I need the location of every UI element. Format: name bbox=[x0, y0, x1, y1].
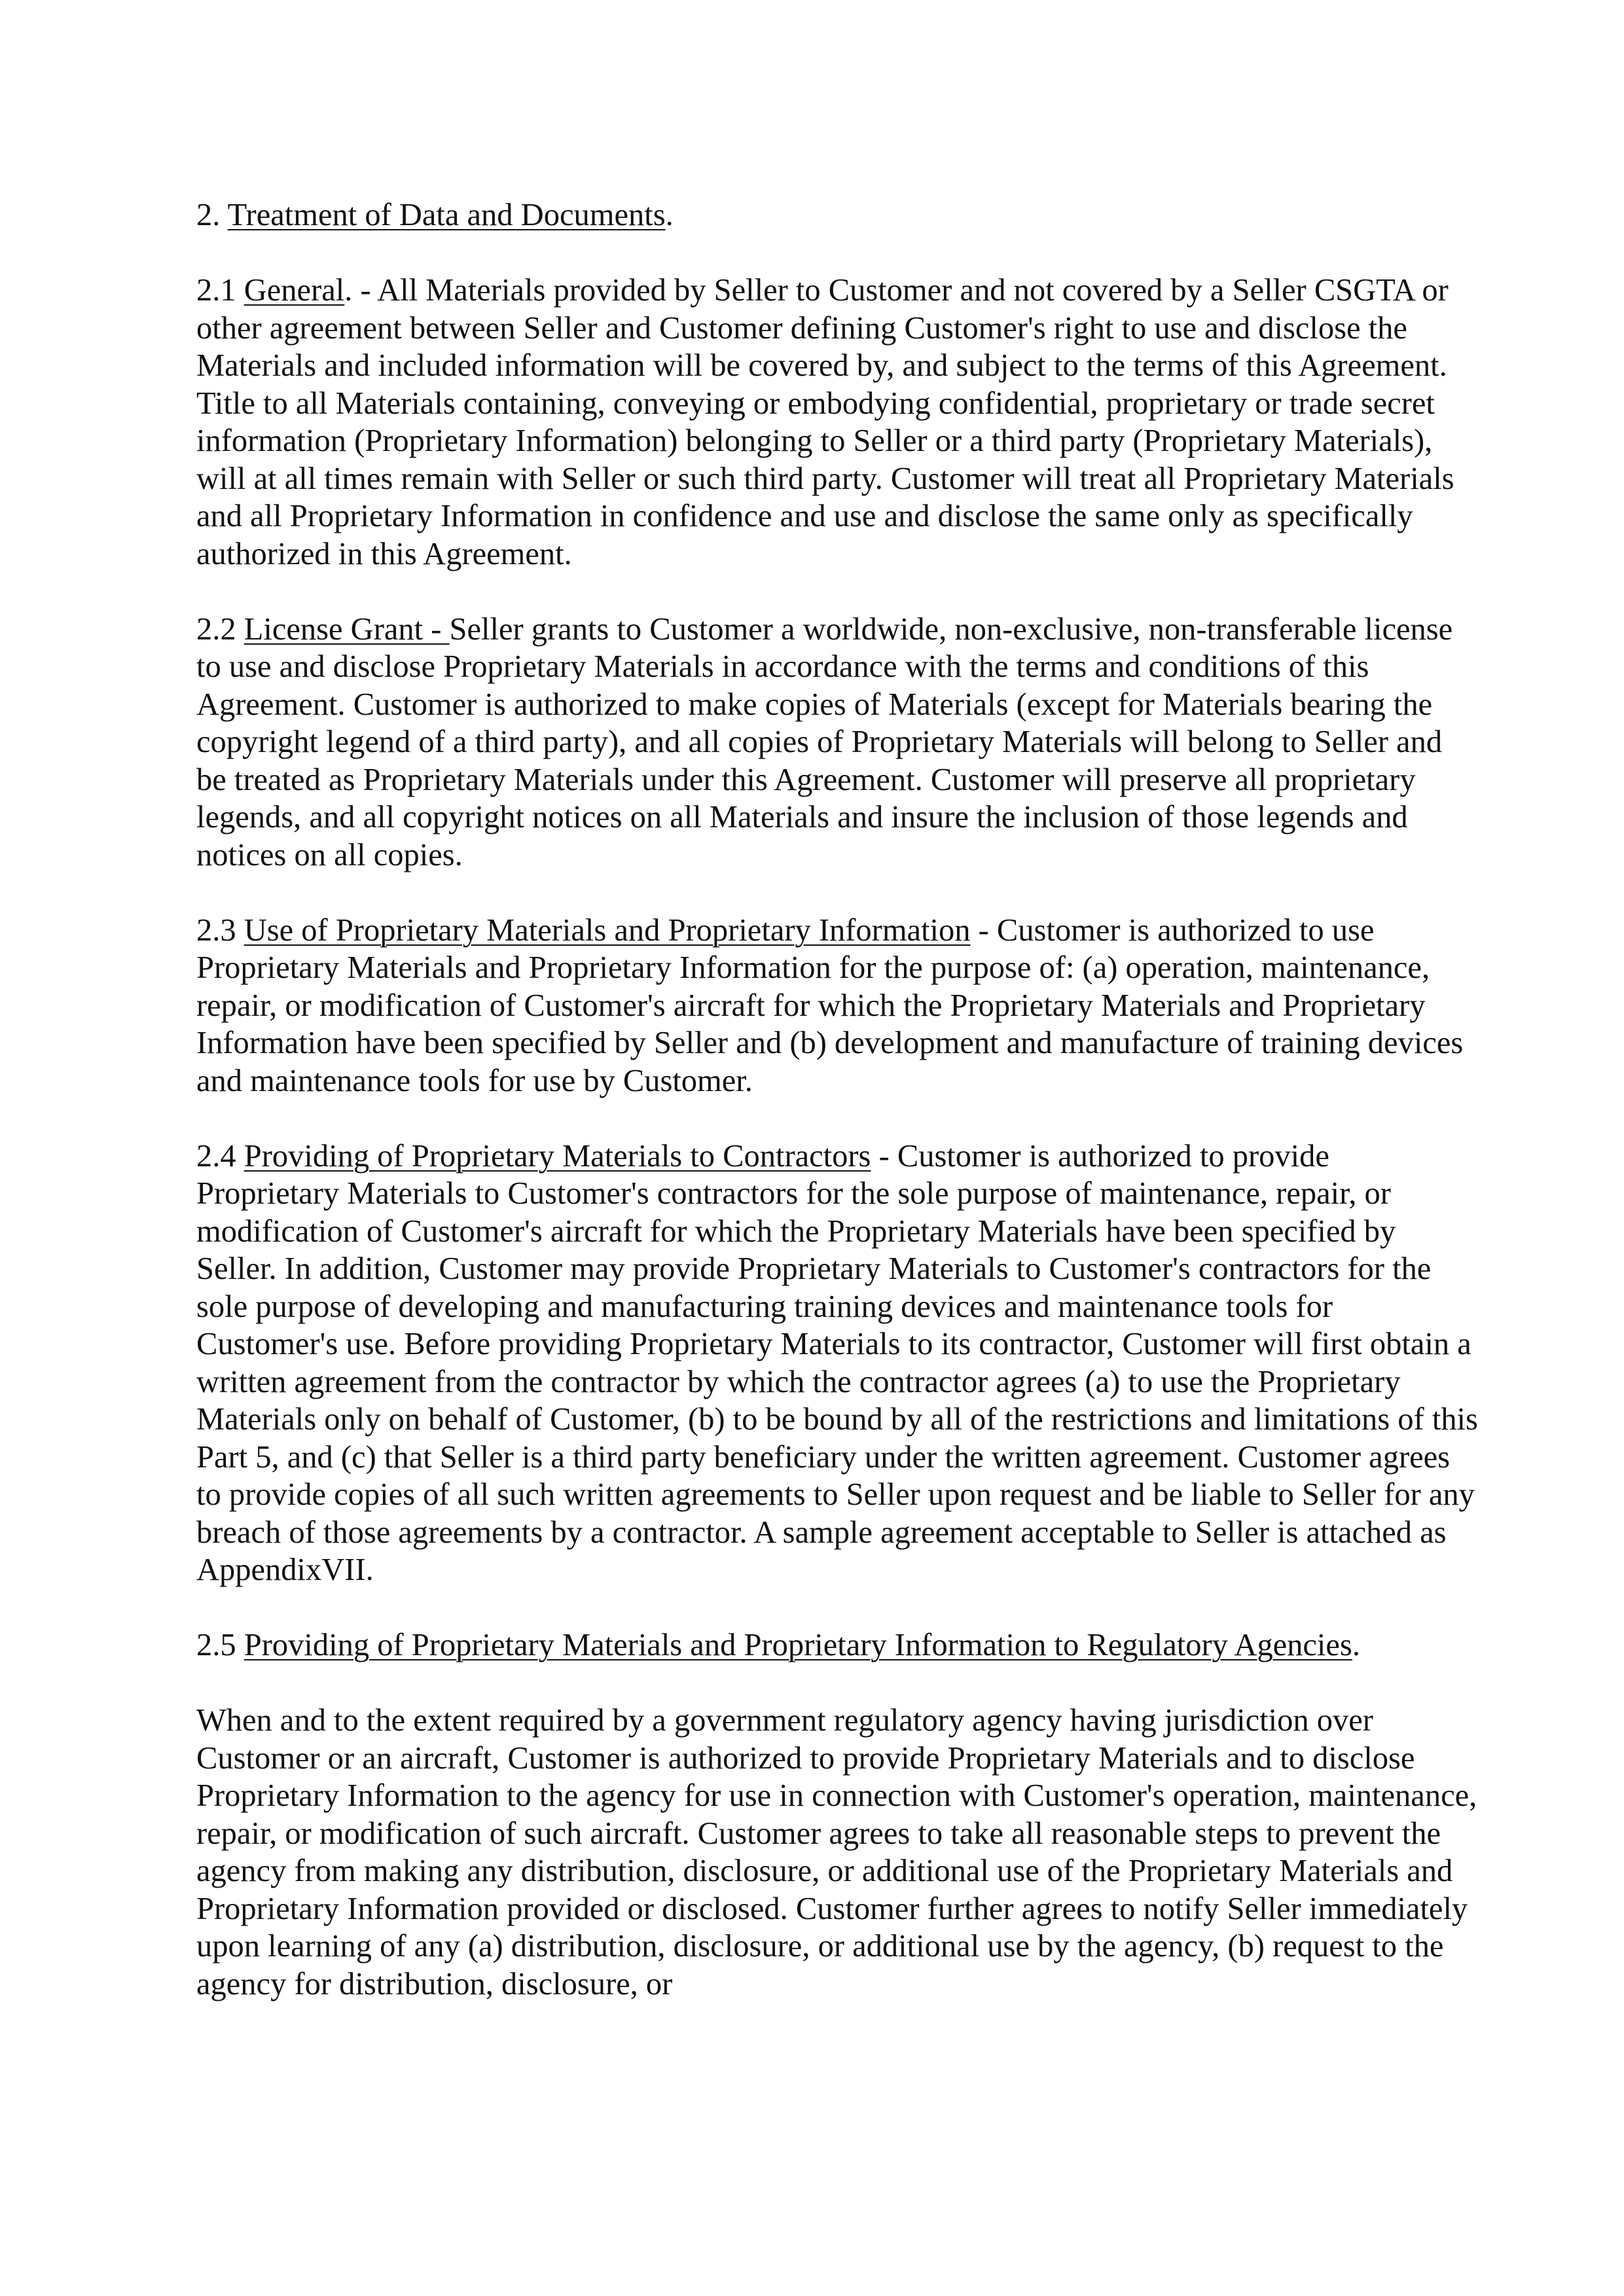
clause-number: 2.3 bbox=[196, 912, 244, 948]
section-heading bbox=[196, 196, 1479, 234]
clause-text: Seller grants to Customer a worldwide, non-exclusive, non-transferable license to use and disclose Proprietary Materials in accordance with the terms and conditions of this Agreement. Customer is authorized to make copies of Materials (except for Materials bearing the copyright legend of a third party), and all copies of Proprietary Materials will belong to Seller and be treated as Proprietary Materials under this Agreement. Customer will preserve all proprietary legends, and all copyright notices on all Materials and insure the inclusion of those legends and notices on all copies. bbox=[196, 611, 1453, 872]
paragraph-2-5 bbox=[196, 1626, 1479, 1664]
paragraph-2-2 bbox=[196, 611, 1479, 874]
clause-title: General bbox=[244, 273, 345, 308]
clause-text: - Customer is authorized to provide Proprietary Materials to Customer's contractors for the sole purpose of maintenance, repair, or modification of Customer's aircraft for which the Proprietary Materials have been specified by Seller. In addition, Customer may provide Proprietary Materials to Customer's contractors for the sole purpose of developing and manufacturing training devices and maintenance tools for Customer's use. Before providing Proprietary Materials to its contractor, Customer will first obtain a written agreement from the contractor by which the contractor agrees (a) to use the Proprietary Materials only on behalf of Customer, (b) to be bound by all of the restrictions and limitations of this Part 5, and (c) that Seller is a third party beneficiary under the written agreement. Customer agrees to provide copies of all such written agreements to Seller upon request and be liable to Seller for any breach of those agreements by a contractor. A sample agreement acceptable to Seller is attached as AppendixVII. bbox=[196, 1138, 1478, 1587]
clause-number: 2.1 bbox=[196, 273, 244, 308]
document-body bbox=[196, 196, 1479, 2003]
paragraph-2-4 bbox=[196, 1138, 1479, 1589]
section-heading-number: 2. bbox=[196, 198, 228, 232]
clause-title: License Grant - bbox=[244, 611, 450, 647]
clause-title: Use of Proprietary Materials and Proprietary Information bbox=[244, 912, 971, 948]
clause-title: Providing of Proprietary Materials and Proprietary Information to Regulatory Agencies bbox=[244, 1628, 1352, 1662]
paragraph-2-1 bbox=[196, 272, 1479, 573]
clause-number: 2.4 bbox=[196, 1138, 244, 1174]
paragraph-regulatory-agencies: When and to the extent required by a government regulatory agency having jurisdiction over Customer or an aircraft, Customer is authorized to provide Proprietary Materials and to disclose Proprietary Information to the agency for use in connection with Customer's operation, maintenance, repair, or modification of such aircraft. Customer agrees to take all reasonable steps to prevent the agency from making any distribution, disclosure, or additional use of the Proprietary Materials and Proprietary Information provided or disclosed. Customer further agrees to notify Seller immediately upon learning of any (a) distribution, disclosure, or additional use by the agency, (b) request to the agency for distribution, disclosure, or bbox=[196, 1703, 1477, 2001]
clause-title: Providing of Proprietary Materials to Contractors bbox=[244, 1138, 871, 1174]
section-heading-title: Treatment of Data and Documents bbox=[227, 198, 666, 232]
section-heading-suffix: . bbox=[665, 198, 674, 232]
clause-text: - Customer is authorized to use Proprietary Materials and Proprietary Information for the purpose of: (a) operation, maintenance, repair, or modification of Customer's aircraft for which the Proprietary Materials and Proprietary Information have been specified by Seller and (b) development and manufacture of training devices and maintenance tools for use by Customer. bbox=[196, 912, 1464, 1098]
clause-text: . - All Materials provided by Seller to Customer and not covered by a Seller CSGTA or other agreement between Seller and Customer defining Customer's right to use and disclose the Materials and included information will be covered by, and subject to the terms of this Agreement. Title to all Materials containing, conveying or embodying confidential, proprietary or trade secret information (Proprietary Information) belonging to Seller or a third party (Proprietary Materials), will at all times remain with Seller or such third party. Customer will treat all Proprietary Materials and all Proprietary Information in confidence and use and disclose the same only as specifically authorized in this Agreement. bbox=[196, 273, 1454, 571]
clause-number: 2.5 bbox=[196, 1628, 244, 1662]
clause-text: . bbox=[1352, 1628, 1360, 1662]
clause-number: 2.2 bbox=[196, 611, 244, 647]
paragraph-2-3 bbox=[196, 912, 1479, 1100]
